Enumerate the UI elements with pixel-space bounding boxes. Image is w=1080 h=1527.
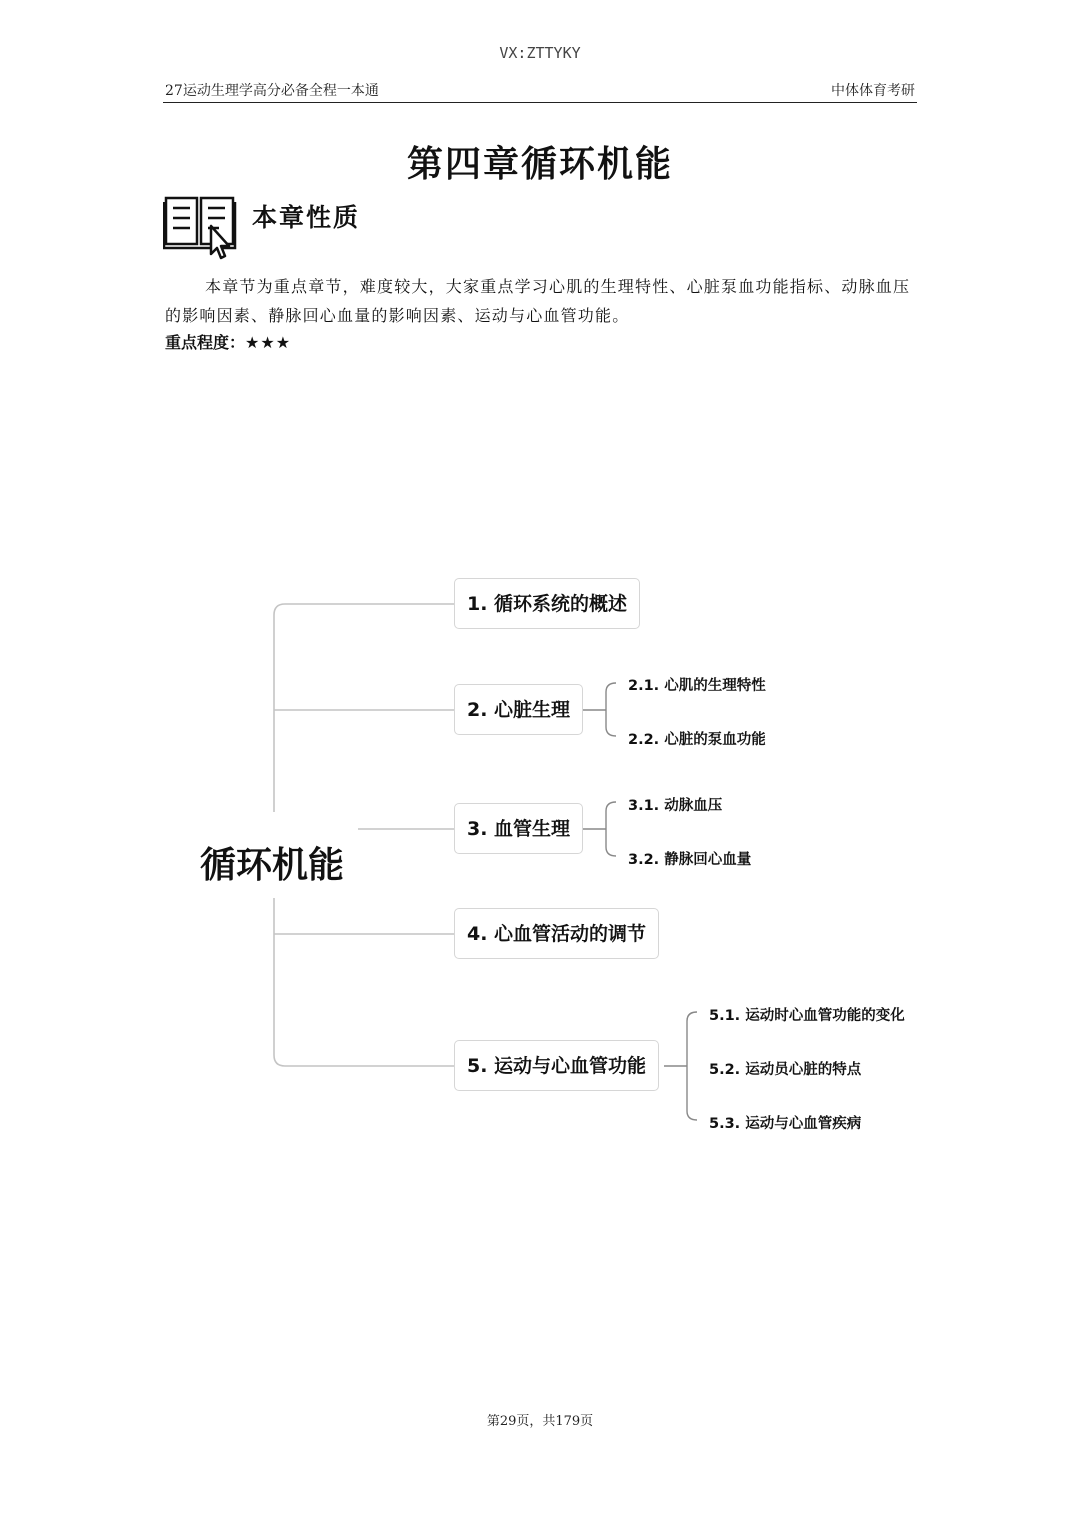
mindmap-root: 循环机能 [200, 845, 345, 886]
mindmap-leaf-2-2: 2.2. 心脏的泵血功能 [628, 732, 766, 748]
chapter-intro-paragraph: 本章节为重点章节，难度较大，大家重点学习心肌的生理特性、心脏泵血功能指标、动脉血压的影响因素、静脉回心血量的影响因素、运动与心血管功能。 [165, 277, 911, 325]
mindmap-leaf-5-3: 5.3. 运动与心血管疾病 [709, 1116, 862, 1132]
mindmap-branch-4: 4. 心血管活动的调节 [454, 908, 659, 959]
mindmap-leaf-5-2: 5.2. 运动员心脏的特点 [709, 1062, 862, 1078]
mindmap-leaf-3-2: 3.2. 静脉回心血量 [628, 852, 752, 868]
mindmap-branch-3: 3. 血管生理 [454, 803, 583, 854]
mindmap-branch-5: 5. 运动与心血管功能 [454, 1040, 659, 1091]
mindmap-leaf-2-1: 2.1. 心肌的生理特性 [628, 678, 766, 694]
page-number: 第29页，共179页 [486, 1414, 594, 1429]
chapter-title: 第四章循环机能 [406, 143, 673, 185]
mindmap-branch-1: 1. 循环系统的概述 [454, 578, 640, 629]
watermark: VX:ZTTYKY [499, 44, 581, 62]
section-heading: 本章性质 [252, 203, 361, 232]
header-publisher: 中体体育考研 [831, 83, 915, 99]
header-book-title: 27运动生理学高分必备全程一本通 [165, 83, 379, 99]
importance-label: 重点程度： [165, 333, 246, 352]
importance-stars: ★★★ [245, 333, 292, 352]
mindmap-branch-2: 2. 心脏生理 [454, 684, 583, 735]
mindmap-leaf-5-1: 5.1. 运动时心血管功能的变化 [709, 1008, 905, 1024]
mindmap-leaf-3-1: 3.1. 动脉血压 [628, 798, 723, 814]
